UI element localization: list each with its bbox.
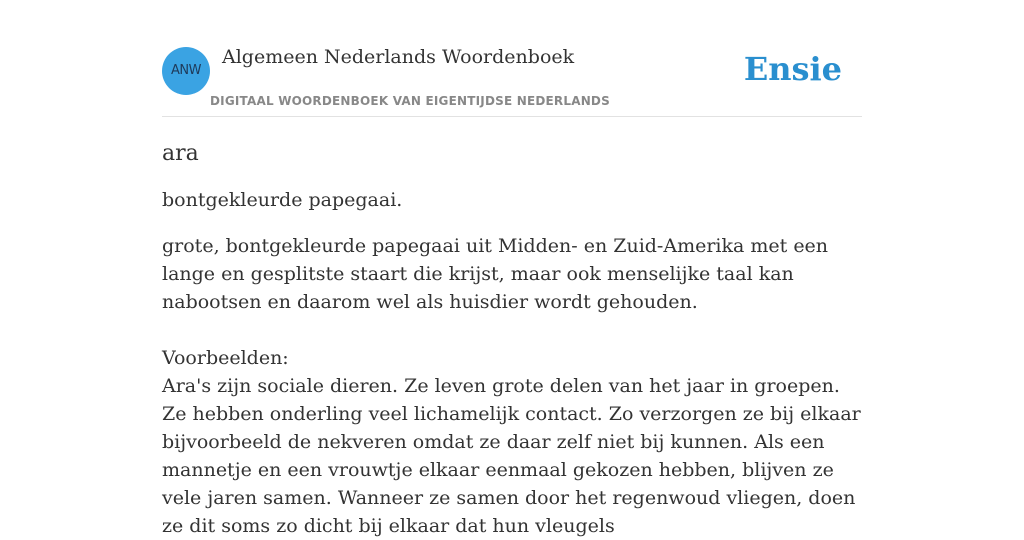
examples-label: Voorbeelden: <box>162 347 289 369</box>
site-title[interactable]: Algemeen Nederlands Woordenboek <box>222 46 575 68</box>
anw-logo[interactable]: ANW <box>162 47 210 95</box>
site-subtitle: DIGITAAL WOORDENBOEK VAN EIGENTIJDSE NEDERLANDS <box>210 94 610 108</box>
headword: ara <box>162 141 199 166</box>
ensie-brand-logo[interactable]: Ensie <box>743 50 842 88</box>
short-definition: bontgekleurde papegaai. <box>162 189 403 211</box>
examples-text: Ara's zijn sociale dieren. Ze leven grote delen van het jaar in groepen. Ze hebben onderling veel lichamelijk contact. Zo verzorgen ze bij elkaar bijvoorbeeld de nekveren omdat ze daar zelf niet bij kunnen. Als een mannetje en een vrouwtje elkaar eenmaal gekozen hebben, blijven ze vele jaren samen. Wanneer ze samen door het regenwoud vliegen, doen ze dit soms zo dicht bij elkaar dat hun vleugels <box>162 375 861 537</box>
header <box>162 40 862 117</box>
long-definition: grote, bontgekleurde papegaai uit Midden- en Zuid-Amerika met een lange en gesplitste staart die krijst, maar ook menselijke taal kan nabootsen en daarom wel als huisdier wordt gehouden. <box>162 235 829 313</box>
entry-content <box>162 138 864 540</box>
